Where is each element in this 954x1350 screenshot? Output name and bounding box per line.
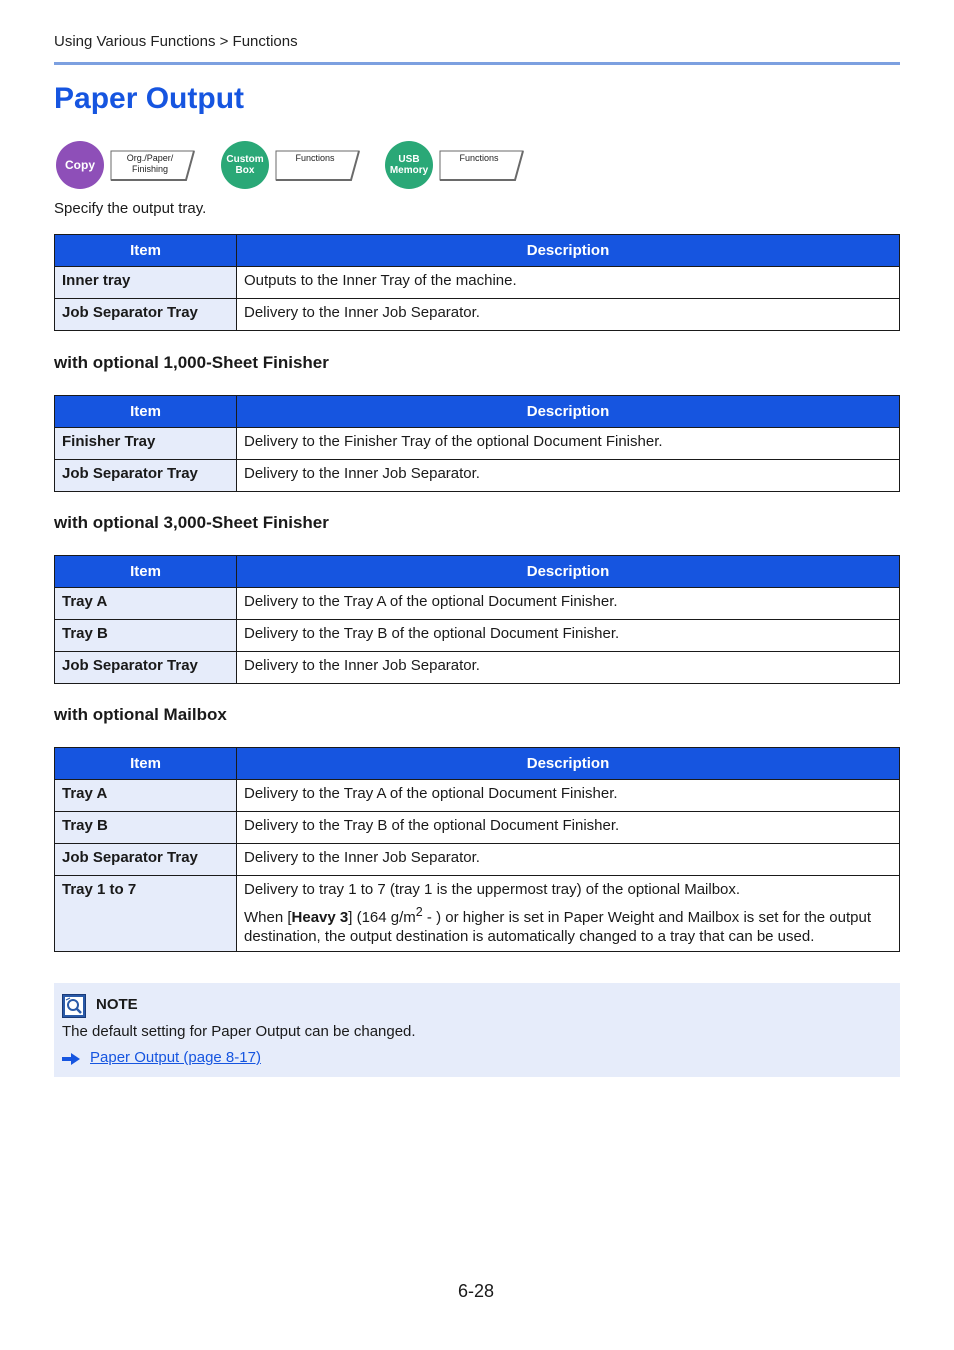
table-row [55, 299, 900, 331]
row-description-detail [244, 903, 892, 946]
row-item: Tray B [55, 620, 237, 652]
column-header-item: Item [55, 556, 237, 588]
row-description: Delivery to the Tray B of the optional Document Finisher. [237, 812, 900, 844]
table-row [55, 652, 900, 684]
link-arrow-icon [62, 1053, 80, 1065]
column-header-item: Item [55, 235, 237, 267]
row-item: Job Separator Tray [55, 460, 237, 492]
column-header-description: Description [237, 396, 900, 428]
copy-function-tab-label [114, 153, 186, 175]
copy-mode-badge [56, 141, 104, 189]
column-header-item: Item [55, 748, 237, 780]
detail-text: When [ [244, 909, 292, 926]
section-heading: with optional Mailbox [54, 705, 227, 724]
section-heading: with optional 1,000-Sheet Finisher [54, 353, 329, 372]
row-description: Delivery to the Tray B of the optional Document Finisher. [237, 620, 900, 652]
usb-memory-line-2: Memory [389, 165, 429, 176]
paper-output-page-link[interactable]: Paper Output (page 8-17) [90, 1049, 261, 1066]
table-row [55, 780, 900, 812]
section-heading: with optional 3,000-Sheet Finisher [54, 513, 329, 532]
row-item: Tray A [55, 588, 237, 620]
row-item: Inner tray [55, 267, 237, 299]
row-item: Job Separator Tray [55, 844, 237, 876]
intro-text: Specify the output tray. [54, 200, 207, 217]
row-item: Job Separator Tray [55, 652, 237, 684]
row-item: Tray 1 to 7 [55, 876, 237, 952]
custom-box-line-2: Box [235, 165, 255, 176]
custom-box-mode-badge [221, 141, 269, 189]
note-title: NOTE [96, 996, 138, 1013]
row-description: Delivery to the Tray A of the optional Document Finisher. [237, 780, 900, 812]
row-description: Delivery to the Inner Job Separator. [237, 460, 900, 492]
table-row [55, 460, 900, 492]
table-row [55, 428, 900, 460]
table-row [55, 588, 900, 620]
detail-superscript: 2 [415, 905, 423, 919]
table-header-row [55, 556, 900, 588]
row-item: Tray B [55, 812, 237, 844]
column-header-description: Description [237, 235, 900, 267]
column-header-item: Item [55, 396, 237, 428]
usb-memory-line-1: USB [398, 154, 420, 165]
table-row [55, 844, 900, 876]
table-header-row [55, 396, 900, 428]
table-row [55, 812, 900, 844]
row-item: Job Separator Tray [55, 299, 237, 331]
row-description-line: Delivery to tray 1 to 7 (tray 1 is the uppermost tray) of the optional Mailbox. [244, 881, 741, 898]
table-row [55, 620, 900, 652]
custom-box-line-1: Custom [226, 154, 264, 165]
row-description [237, 876, 900, 952]
header-rule [54, 62, 900, 65]
note-box [54, 983, 900, 1077]
table-header-row [55, 235, 900, 267]
mode-indicators [56, 141, 536, 189]
detail-text: ] (164 g/m [348, 909, 416, 926]
detail-bold-text: Heavy 3 [291, 909, 349, 926]
table-row [55, 876, 900, 952]
row-description: Delivery to the Inner Job Separator. [237, 844, 900, 876]
column-header-description: Description [237, 748, 900, 780]
usb-memory-function-tab [439, 150, 525, 181]
column-header-description: Description [237, 556, 900, 588]
row-description: Delivery to the Inner Job Separator. [237, 652, 900, 684]
copy-mode-label: Copy [65, 157, 95, 172]
table-header-row [55, 748, 900, 780]
note-text: The default setting for Paper Output can be changed. [62, 1023, 416, 1040]
page-number: 6-28 [458, 1281, 495, 1301]
output-table-1000-finisher [54, 395, 900, 492]
row-description: Delivery to the Finisher Tray of the optional Document Finisher. [237, 428, 900, 460]
copy-tab-line-1: Org./Paper/ [126, 153, 174, 163]
breadcrumb: Using Various Functions > Functions [54, 33, 298, 50]
output-table-3000-finisher [54, 555, 900, 684]
note-icon [62, 994, 86, 1018]
copy-tab-line-2: Finishing [131, 164, 169, 174]
usb-memory-mode-badge [385, 141, 433, 189]
row-item: Finisher Tray [55, 428, 237, 460]
row-description: Delivery to the Tray A of the optional Document Finisher. [237, 588, 900, 620]
custom-box-function-tab [275, 150, 361, 181]
output-table-mailbox [54, 747, 900, 952]
custom-box-function-tab-label: Functions [295, 153, 335, 163]
usb-memory-function-tab-label: Functions [459, 153, 499, 163]
copy-function-tab [110, 150, 196, 181]
detail-text: - ) or higher is set in Paper Weight and Mailbox is set for the output destination, the output destination is automatically changed to a tray that can be used. [244, 909, 872, 945]
row-description: Delivery to the Inner Job Separator. [237, 299, 900, 331]
output-table-standard [54, 234, 900, 331]
row-item: Tray A [55, 780, 237, 812]
table-row [55, 267, 900, 299]
page-title: Paper Output [54, 82, 245, 115]
row-description: Outputs to the Inner Tray of the machine. [237, 267, 900, 299]
